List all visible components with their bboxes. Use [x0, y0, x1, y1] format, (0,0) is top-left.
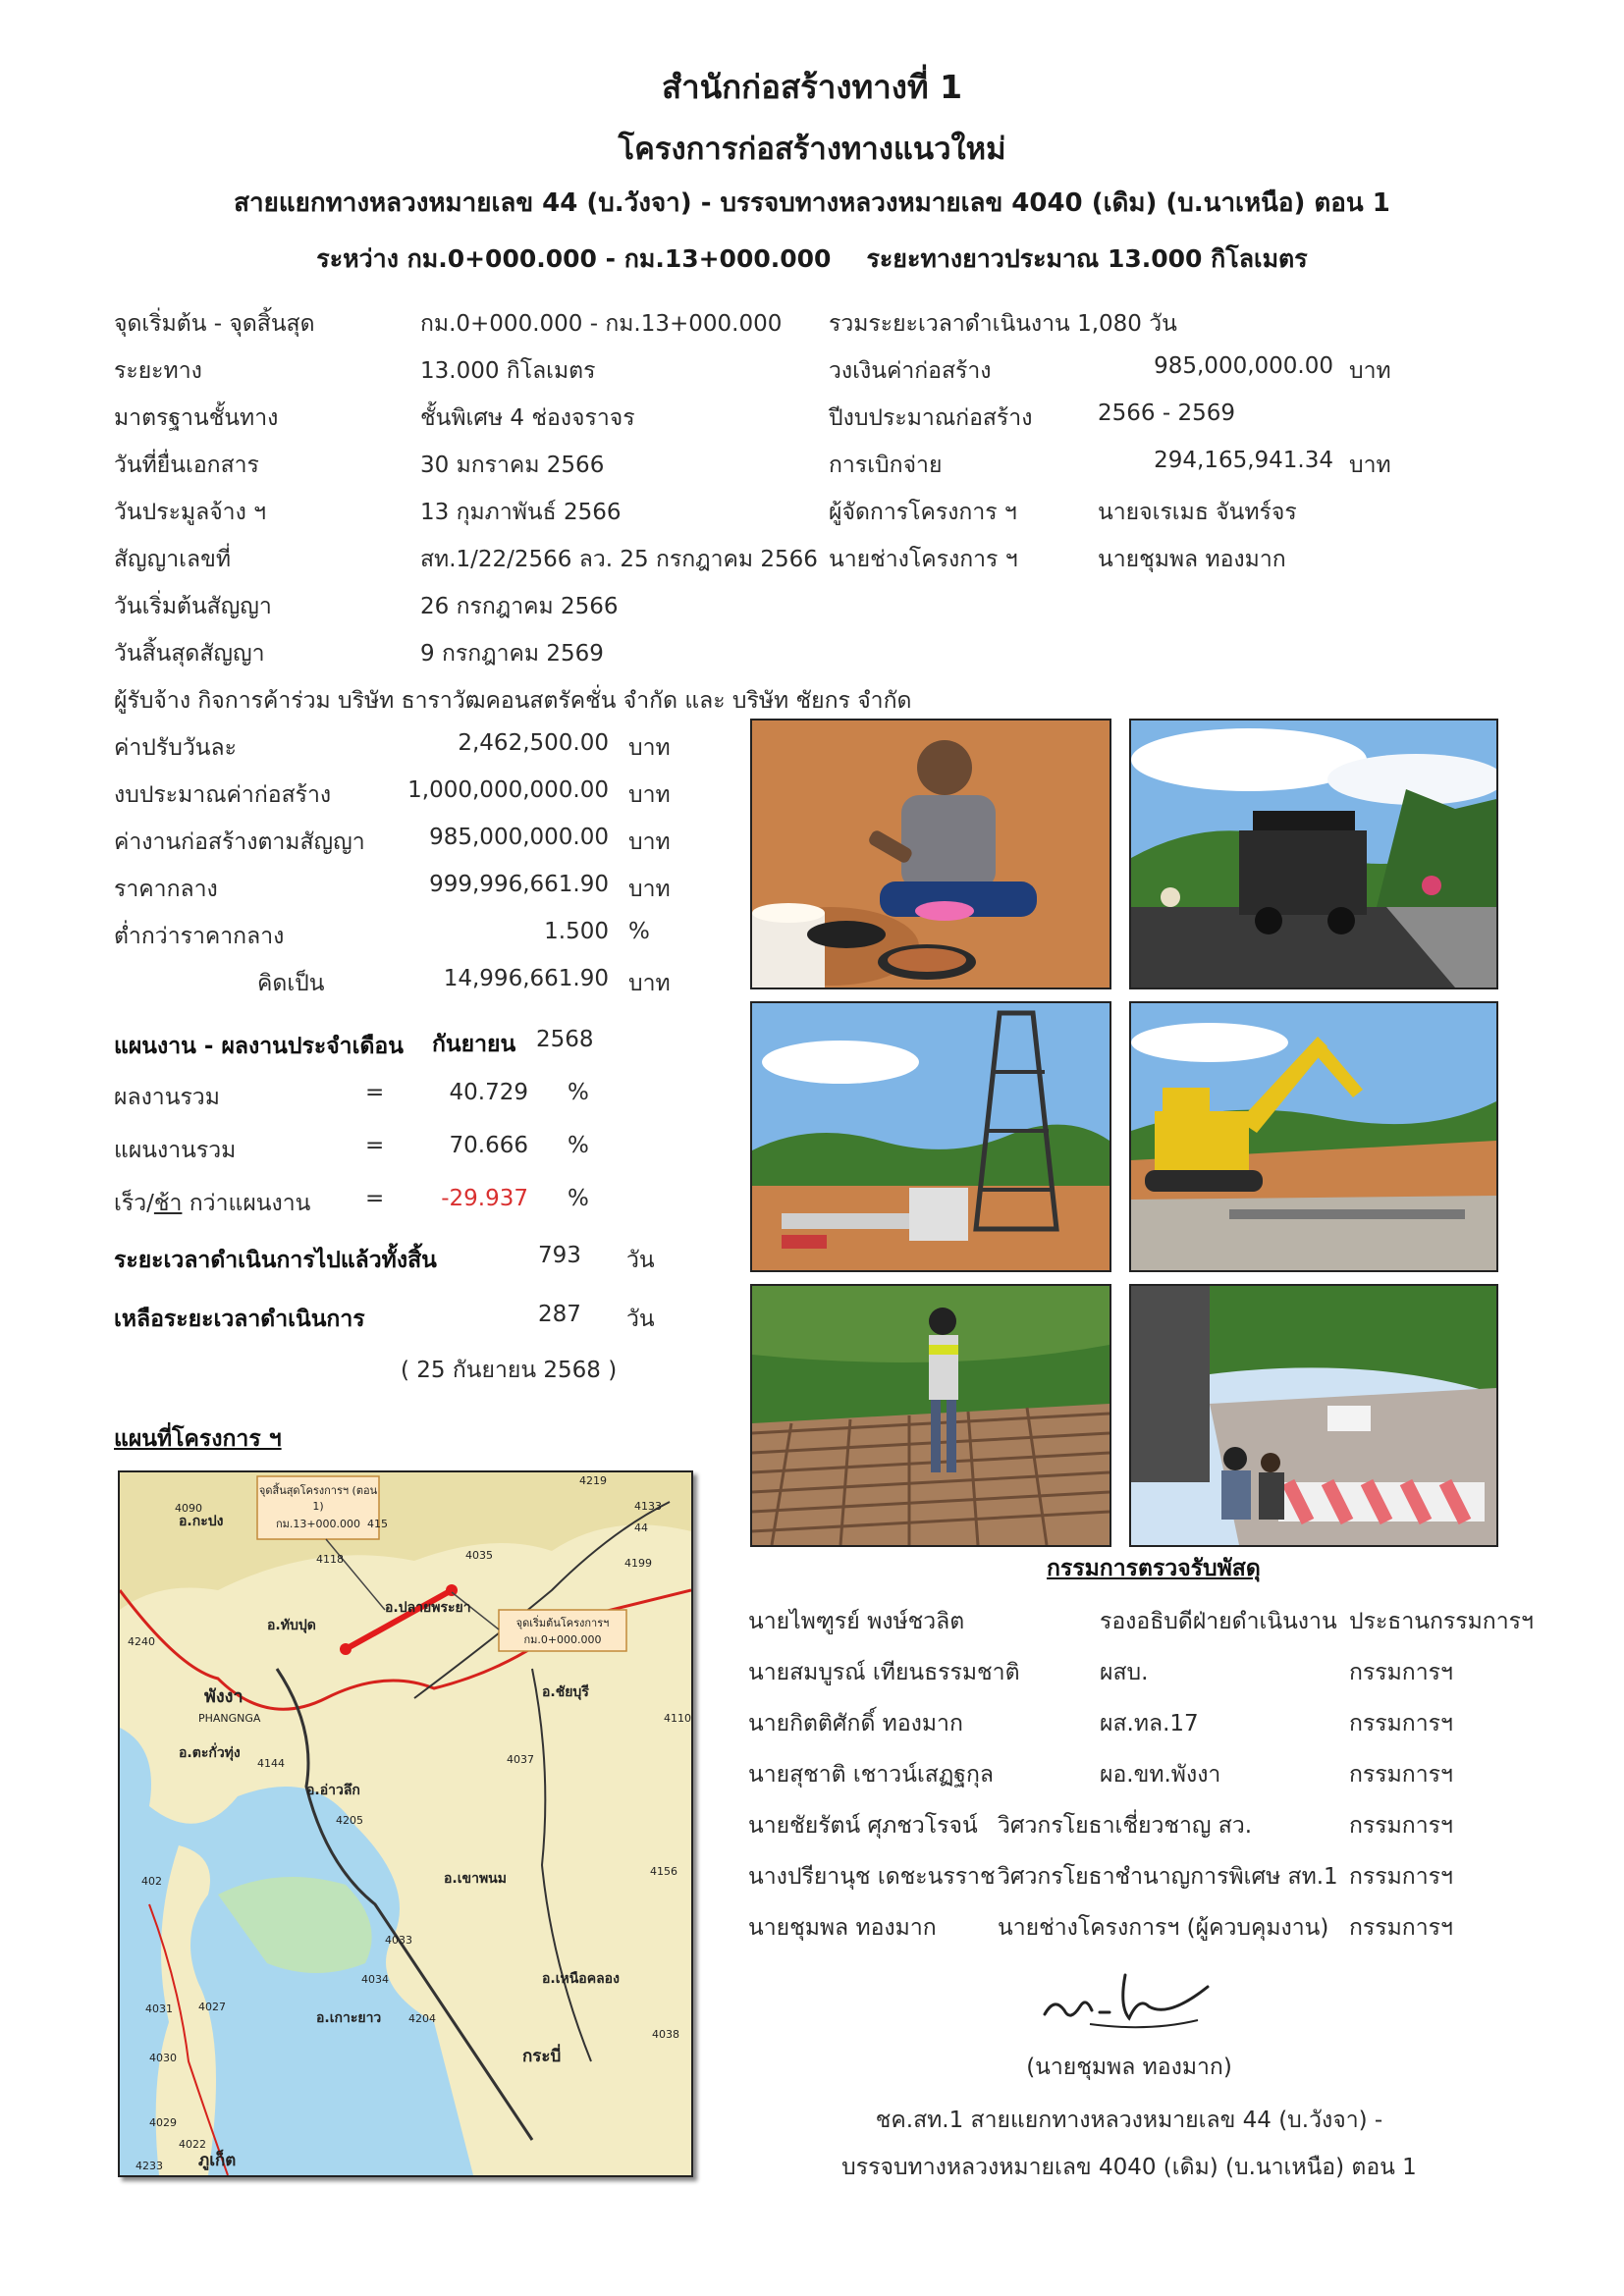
slow-label: ช้า [153, 1191, 183, 1216]
member-name: นายชุมพล ทองมาก [748, 1915, 937, 1941]
member-position: ผอ.ขท.พังงา [1100, 1762, 1221, 1788]
member-position: ผส.ทล.17 [1100, 1711, 1199, 1736]
remain-unit: วัน [626, 1307, 655, 1332]
fiscal-value: 2566 - 2569 [1098, 400, 1235, 426]
info-value: ชั้นพิเศษ 4 ช่องจราจร [420, 405, 635, 431]
map-label-thaplut: อ.ทับปุด [267, 1618, 316, 1633]
end-callout-line3: กม.13+000.000 [275, 1518, 361, 1530]
progress-label: แผนงานรวม [114, 1138, 237, 1163]
info-value: กม.0+000.000 - กม.13+000.000 [420, 311, 783, 337]
map-road-4029: 4029 [149, 2116, 177, 2129]
manager-label: ผู้จัดการโครงการ ฯ [829, 500, 1017, 525]
map-label-phuket: ภูเก็ต [198, 2151, 237, 2170]
map-heading: แผนที่โครงการ ฯ [114, 1426, 282, 1452]
member-position: วิศวกรโยธาชำนาญการพิเศษ สท.1 [998, 1864, 1338, 1890]
progress-label [114, 1186, 310, 1221]
range-title [0, 240, 1624, 279]
map-label-aoluek: อ.อ่าวลึก [306, 1783, 360, 1798]
progress-year: 2568 [536, 1027, 594, 1052]
signatory-title-2: บรรจบทางหลวงหมายเลข 4040 (เดิม) (บ.นาเหนือ) ตอน 1 [841, 2155, 1417, 2180]
elapsed-unit: วัน [626, 1248, 655, 1273]
finance-value: 14,996,661.90 [443, 966, 609, 991]
member-name: นายสุชาติ เชาวน์เสฏฐกุล [748, 1762, 995, 1788]
progress-diff-value: -29.937 [441, 1186, 528, 1211]
finance-value: 985,000,000.00 [429, 825, 609, 850]
map-road-4031: 4031 [145, 2002, 173, 2015]
finance-value: 1,000,000,000.00 [407, 777, 609, 803]
info-label: มาตรฐานชั้นทาง [114, 405, 279, 431]
finance-value: 1.500 [544, 919, 609, 944]
progress-month: กันยายน [432, 1032, 516, 1057]
map-road-4027: 4027 [198, 2001, 226, 2013]
member-name: นายไพฑูรย์ พงษ์ชวลิต [748, 1609, 965, 1634]
disburse-label: การเบิกจ่าย [829, 453, 943, 478]
map-label-chaiburi: อ.ชัยบุรี [542, 1684, 589, 1700]
member-name: นายกิตติศักดิ์ ทองมาก [748, 1711, 963, 1736]
finance-label: ค่างานก่อสร้างตามสัญญา [114, 829, 365, 855]
member-name: นายสมบูรณ์ เทียนธรรมชาติ [748, 1660, 1020, 1685]
finance-label: ต่ำกว่าราคากลาง [114, 924, 285, 949]
member-role: กรรมการฯ [1349, 1762, 1453, 1788]
photo-asphalt-paving [1129, 719, 1498, 989]
map-road-4038: 4038 [652, 2028, 679, 2041]
budget-label: วงเงินค่าก่อสร้าง [829, 358, 992, 384]
map-road-4219: 4219 [579, 1474, 607, 1487]
fiscal-label: ปีงบประมาณก่อสร้าง [829, 405, 1033, 431]
member-role: กรรมการฯ [1349, 1711, 1453, 1736]
member-role: กรรมการฯ [1349, 1660, 1453, 1685]
map-road-4037: 4037 [507, 1753, 534, 1766]
map-label-kohyao: อ.เกาะยาว [316, 2010, 382, 2026]
budget-unit: บาท [1349, 358, 1391, 384]
map-label-krabi: กระบี่ [522, 2047, 562, 2066]
member-role: กรรมการฯ [1349, 1915, 1453, 1941]
map-road-415: 415 [367, 1518, 388, 1530]
committee-heading: กรรมการตรวจรับพัสดุ [1047, 1556, 1261, 1581]
map-road-4144: 4144 [257, 1757, 285, 1770]
start-callout-line2: กม.0+000.000 [523, 1633, 602, 1646]
signature-mark [1031, 1967, 1227, 2036]
member-role: ประธานกรรมการฯ [1349, 1609, 1534, 1634]
signatory-name: (นายชุมพล ทองมาก) [1026, 2055, 1232, 2080]
map-road-4240: 4240 [128, 1635, 155, 1648]
info-label: วันที่ยื่นเอกสาร [114, 453, 259, 478]
finance-unit: บาท [628, 735, 671, 761]
contractor-text: ผู้รับจ้าง กิจการค้าร่วม บริษัท ธาราวัฒคอนสตรัคชั่น จำกัด และ บริษัท ชัยกร จำกัด [114, 688, 912, 714]
map-road-4034: 4034 [361, 1973, 389, 1986]
map-road-44: 44 [634, 1522, 648, 1534]
info-value: 13.000 กิโลเมตร [420, 358, 596, 384]
office-title: สำนักก่อสร้างทางที่ 1 [661, 68, 963, 106]
finance-label: ค่าปรับวันละ [114, 735, 237, 761]
finance-label: งบประมาณค่าก่อสร้าง [114, 782, 332, 808]
progress-eq: = [365, 1186, 385, 1211]
member-name: นางปรียานุช เดชะนรราช [748, 1864, 996, 1890]
map-label-nuakhlong: อ.เหนือคลอง [542, 1971, 620, 1987]
photo-rebar-deck [750, 1284, 1111, 1547]
map-label-kapong: อ.กะปง [179, 1514, 224, 1529]
engineer-value: นายชุมพล ทองมาก [1098, 547, 1286, 572]
info-label: จุดเริ่มต้น - จุดสิ้นสุด [114, 311, 315, 337]
end-callout-line1: จุดสิ้นสุดโครงการฯ (ตอน [258, 1484, 378, 1497]
start-callout-line1: จุดเริ่มต้นโครงการฯ [515, 1617, 610, 1629]
info-label: ระยะทาง [114, 358, 202, 384]
progress-unit: % [568, 1133, 589, 1158]
progress-label: ผลงานรวม [114, 1085, 220, 1110]
map-label-plaipraya: อ.ปลายพระยา [385, 1600, 471, 1616]
map-road-4030: 4030 [149, 2052, 177, 2064]
map-road-4033: 4033 [385, 1934, 412, 1947]
project-title: โครงการก่อสร้างทางแนวใหม่ [618, 132, 1006, 167]
progress-heading: แผนงาน - ผลงานประจำเดือน [114, 1034, 404, 1059]
map-road-4110: 4110 [664, 1712, 691, 1725]
progress-value: 70.666 [449, 1133, 528, 1158]
finance-label: ราคากลาง [114, 877, 218, 902]
duration-text: รวมระยะเวลาดำเนินงาน 1,080 วัน [829, 311, 1177, 337]
photo-soil-testing [750, 719, 1111, 989]
photo-road-barriers [1129, 1284, 1498, 1547]
info-label: วันสิ้นสุดสัญญา [114, 641, 265, 667]
map-road-4118: 4118 [316, 1553, 344, 1566]
remain-value: 287 [538, 1302, 581, 1327]
finance-value: 999,996,661.90 [429, 872, 609, 897]
finance-label: คิดเป็น [257, 971, 325, 996]
map-label-takuathung: อ.ตะกั่วทุ่ง [179, 1745, 241, 1761]
progress-eq: = [365, 1080, 385, 1105]
report-date: ( 25 กันยายน 2568 ) [401, 1358, 618, 1383]
elapsed-label: ระยะเวลาดำเนินการไปแล้วทั้งสิ้น [114, 1248, 437, 1273]
finance-unit: บาท [628, 782, 671, 808]
budget-value: 985,000,000.00 [1154, 353, 1333, 379]
member-position: ผสบ. [1100, 1660, 1149, 1685]
finance-value: 2,462,500.00 [458, 730, 609, 756]
info-label: วันเริ่มต้นสัญญา [114, 594, 272, 619]
map-label-phangnga-en: PHANGNGA [198, 1712, 261, 1725]
map-label-phangnga: พังงา [204, 1686, 244, 1707]
finance-unit: บาท [628, 877, 671, 902]
map-road-4035: 4035 [465, 1549, 493, 1562]
elapsed-value: 793 [538, 1243, 581, 1268]
engineer-label: นายช่างโครงการ ฯ [829, 547, 1018, 572]
manager-value: นายจเรเมธ จันทร์จร [1098, 500, 1297, 525]
info-value: 30 มกราคม 2566 [420, 453, 605, 478]
map-label-khaophanom: อ.เขาพนม [444, 1871, 507, 1887]
range-text: ระหว่าง กม.0+000.000 - กม.13+000.000 [316, 244, 832, 273]
map-road-4199: 4199 [624, 1557, 652, 1570]
photo-excavator [1129, 1001, 1498, 1272]
project-map [118, 1470, 693, 2177]
finance-unit: บาท [628, 829, 671, 855]
member-role: กรรมการฯ [1349, 1864, 1453, 1890]
map-road-4022: 4022 [179, 2138, 206, 2151]
fast-label: เร็ว/ [114, 1191, 154, 1216]
map-road-4205: 4205 [336, 1814, 363, 1827]
photo-tower-foundation [750, 1001, 1111, 1272]
remain-label: เหลือระยะเวลาดำเนินการ [114, 1307, 365, 1332]
progress-eq: = [365, 1133, 385, 1158]
info-label: วันประมูลจ้าง ฯ [114, 500, 267, 525]
distance-text: ระยะทางยาวประมาณ 13.000 กิโลเมตร [866, 244, 1308, 273]
disburse-unit: บาท [1349, 453, 1391, 478]
disburse-value: 294,165,941.34 [1154, 448, 1333, 473]
map-road-4204: 4204 [408, 2012, 436, 2025]
signatory-title-1: ชค.สท.1 สายแยกทางหลวงหมายเลข 44 (บ.วังจา) - [875, 2108, 1383, 2133]
member-role: กรรมการฯ [1349, 1813, 1453, 1839]
finance-unit: บาท [628, 971, 671, 996]
finance-unit: % [628, 919, 650, 944]
member-position: รองอธิบดีฝ่ายดำเนินงาน [1100, 1609, 1337, 1634]
map-road-4133: 4133 [634, 1500, 662, 1513]
member-name: นายชัยรัตน์ ศุภชวโรจน์ [748, 1813, 978, 1839]
map-road-4156: 4156 [650, 1865, 677, 1878]
info-value: 9 กรกฎาคม 2569 [420, 641, 604, 667]
member-position: นายช่างโครงการฯ (ผู้ควบคุมงาน) [998, 1915, 1329, 1941]
progress-value: 40.729 [449, 1080, 528, 1105]
vs-plan-label: กว่าแผนงาน [182, 1191, 311, 1216]
progress-unit: % [568, 1080, 589, 1105]
progress-unit: % [568, 1186, 589, 1211]
member-position: วิศวกรโยธาเชี่ยวชาญ สว. [998, 1813, 1253, 1839]
map-road-4090: 4090 [175, 1502, 202, 1515]
info-value: 13 กุมภาพันธ์ 2566 [420, 500, 622, 525]
map-road-4233: 4233 [135, 2160, 163, 2172]
info-label: สัญญาเลขที่ [114, 547, 231, 572]
route-title: สายแยกทางหลวงหมายเลข 44 (บ.วังจา) - บรรจบทางหลวงหมายเลข 4040 (เดิม) (บ.นาเหนือ) ตอน 1 [234, 188, 1390, 218]
info-value: สท.1/22/2566 ลว. 25 กรกฎาคม 2566 [420, 547, 818, 572]
map-road-402: 402 [141, 1875, 162, 1888]
info-value: 26 กรกฎาคม 2566 [420, 594, 619, 619]
end-callout-line2: 1) [312, 1500, 324, 1513]
